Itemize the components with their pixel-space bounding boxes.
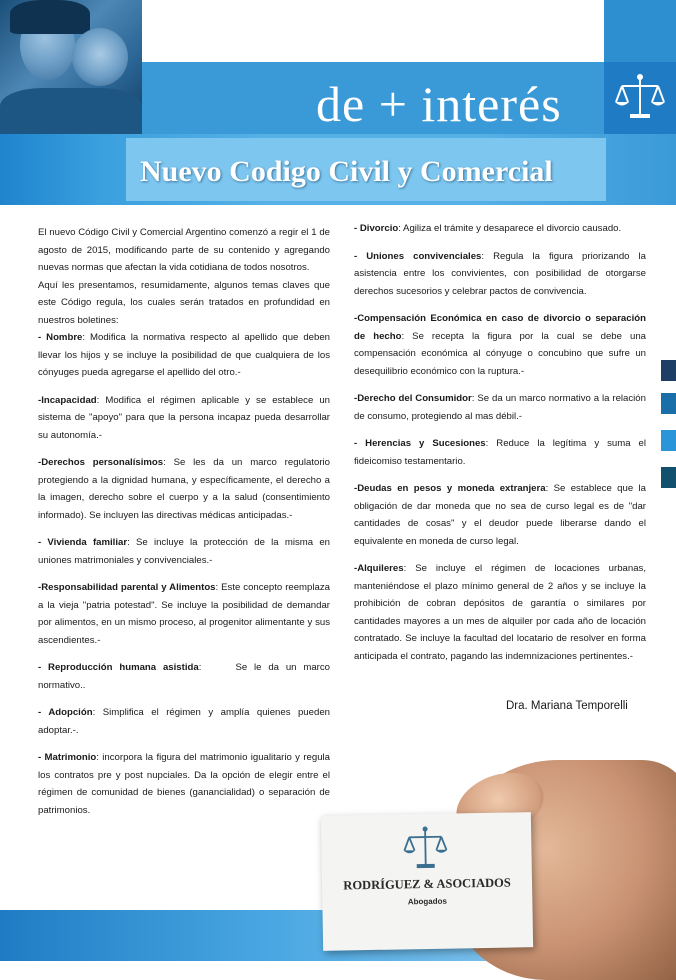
- topic-term: -Alquileres: [354, 563, 404, 574]
- decor-square-3: [661, 430, 676, 451]
- decor-square-4: [661, 467, 676, 488]
- topic-item: [38, 534, 330, 569]
- firm-name: RODRÍGUEZ & ASOCIADOS: [343, 875, 511, 893]
- header-photo: [0, 0, 142, 134]
- topic-text: : Reduce la legítima y suma el fideicomiso testamentario.: [354, 438, 646, 467]
- topic-text: : Se incluye el régimen de locaciones urbanas, manteniéndose el plazo mínimo general de 2 años y se incluye la prohibición de cobran depósitos de garantía o similares por cantidades mayores a un mes de alquiler por cada año de locación contratado. Se incluye la facultad del locatario de resolver en forma anticipada el contrato, pagando las indemnizaciones pertinentes.-: [354, 563, 646, 662]
- topic-text: : Se les da un marco regulatorio protegiendo a la dignidad humana, y específicamente, el derecho a la imagen, derecho sobre el cuerpo y a la salud (consentimiento informado). Se incluyen las directivas médicas anticipadas.-: [38, 457, 330, 521]
- topic-term: - Divorcio: [354, 223, 399, 234]
- topic-term: - Nombre: [38, 332, 83, 343]
- intro-paragraph-2: Aquí les presentamos, resumidamente, algunos temas claves que este Código regula, los cuales serán tratados en profundidad en nuestros boletines:: [38, 279, 330, 326]
- topic-term: -Derechos personalísimos: [38, 457, 164, 468]
- topic-item: [354, 390, 646, 425]
- topic-item: [354, 560, 646, 665]
- topic-text: : Se da un marco normativo a la relación de consumo, protegiendo al mas débil.-: [354, 393, 646, 422]
- page-title: Nuevo Codigo Civil y Comercial: [140, 155, 553, 188]
- header-right-strip: [604, 0, 676, 62]
- topic-item: [38, 579, 330, 649]
- business-card: [321, 812, 533, 951]
- topic-term: -Responsabilidad parental y Alimentos: [38, 582, 216, 593]
- topic-text: : Regula la figura priorizando la asistencia entre los convivientes, con posibilidad de otorgarse derechos sucesorios y celebrar pactos de convivencia.: [354, 250, 646, 297]
- firm-subtitle: Abogados: [407, 896, 447, 907]
- photo-face-right: [72, 28, 128, 86]
- topic-term: -Incapacidad: [38, 394, 97, 406]
- photo-bodies: [0, 88, 142, 134]
- topic-item: [38, 329, 330, 382]
- topic-item: [38, 704, 330, 739]
- scales-logo-box: [604, 62, 676, 134]
- topic-item: [354, 310, 646, 380]
- topic-term: -Compensación Económica en caso de divorcio o separación de hecho: [354, 313, 646, 342]
- topic-text: : Se le da un marco normativo..: [38, 662, 333, 691]
- author-signature: Dra. Mariana Temporelli: [506, 700, 628, 712]
- decor-square-2: [661, 393, 676, 414]
- topic-term: -Deudas en pesos y moneda extranjera: [354, 483, 546, 494]
- topic-term: - Herencias y Sucesiones: [354, 438, 486, 449]
- topic-item: [354, 220, 646, 238]
- intro-paragraph: El nuevo Código Civil y Comercial Argentino comenzó a regir el 1 de agosto de 2015, modificando parte de su contenido y agregando nuevas normas que afectan la vida cotidiana de todos nosotros.: [38, 227, 330, 273]
- topic-text: : incorpora la figura del matrimonio igualitario y regula los contratos pre y post nupciales. Da la opción de elegir entre el régimen de comunidad de bienes (ganancialidad) o separación de patrimonios.: [38, 752, 330, 816]
- topic-text: : Simplifica el régimen y amplía quienes pueden adoptar.-.: [38, 707, 330, 736]
- decor-square-1: [661, 360, 676, 381]
- topic-item: [38, 454, 330, 524]
- scales-of-justice-icon: [604, 62, 676, 134]
- photo-hair: [10, 0, 90, 34]
- topic-text: : Modifica el régimen aplicable y se establece un sistema de "apoyo" para que la persona incapaz pueda desarrollar su autonomía.-: [38, 394, 330, 441]
- topic-term: - Adopción: [38, 707, 93, 718]
- topic-item: [38, 749, 330, 819]
- left-column: [38, 224, 333, 829]
- topic-term: - Reproducción humana asistida: [38, 662, 199, 673]
- topic-item: [38, 659, 333, 694]
- topic-term: - Uniones convivenciales: [354, 250, 482, 262]
- topic-item: [354, 435, 646, 470]
- topic-item: [354, 480, 646, 550]
- topic-text: : Se incluye la protección de la misma en uniones matrimoniales y convivenciales.-: [38, 537, 331, 566]
- topic-text: : Se recepta la figura por la cual se debe una compensación económica al cónyuge o concubino que sufre un desequilibrio económico con la ruptura.-: [354, 330, 646, 377]
- topic-item: [354, 248, 646, 301]
- topic-text: : Modifica la normativa respecto al apellido que deben llevar los hijos y se incluye la posibilidad de que cualquiera de los cónyuges pueda agregarse el apellido del otro.-: [38, 332, 331, 378]
- topic-text: : Agiliza el trámite y desaparece el divorcio causado.: [398, 223, 622, 234]
- section-tagline: de + interés: [316, 76, 562, 132]
- topic-term: - Vivienda familiar: [38, 537, 128, 548]
- topic-item: [38, 392, 330, 445]
- topic-term: - Matrimonio: [38, 752, 97, 763]
- header-white-band: [142, 0, 604, 62]
- topic-text: : Este concepto reemplaza a la vieja "patria potestad". Se incluye la posibilidad de demandar por alimentos, en un mismo proceso, al progenitor alimentante y sus ascendientes.-: [38, 582, 330, 646]
- topic-text: : Se establece que la obligación de dar moneda que no sea de curso legal es de "dar cantidades de cosas" y el deudor puede liberarse dando el equivalente en moneda de curso legal.: [354, 483, 646, 547]
- topic-term: -Derecho del Consumidor: [354, 393, 472, 404]
- header-banner: [0, 0, 676, 205]
- right-column: [354, 220, 646, 675]
- scales-of-justice-icon: [399, 822, 452, 875]
